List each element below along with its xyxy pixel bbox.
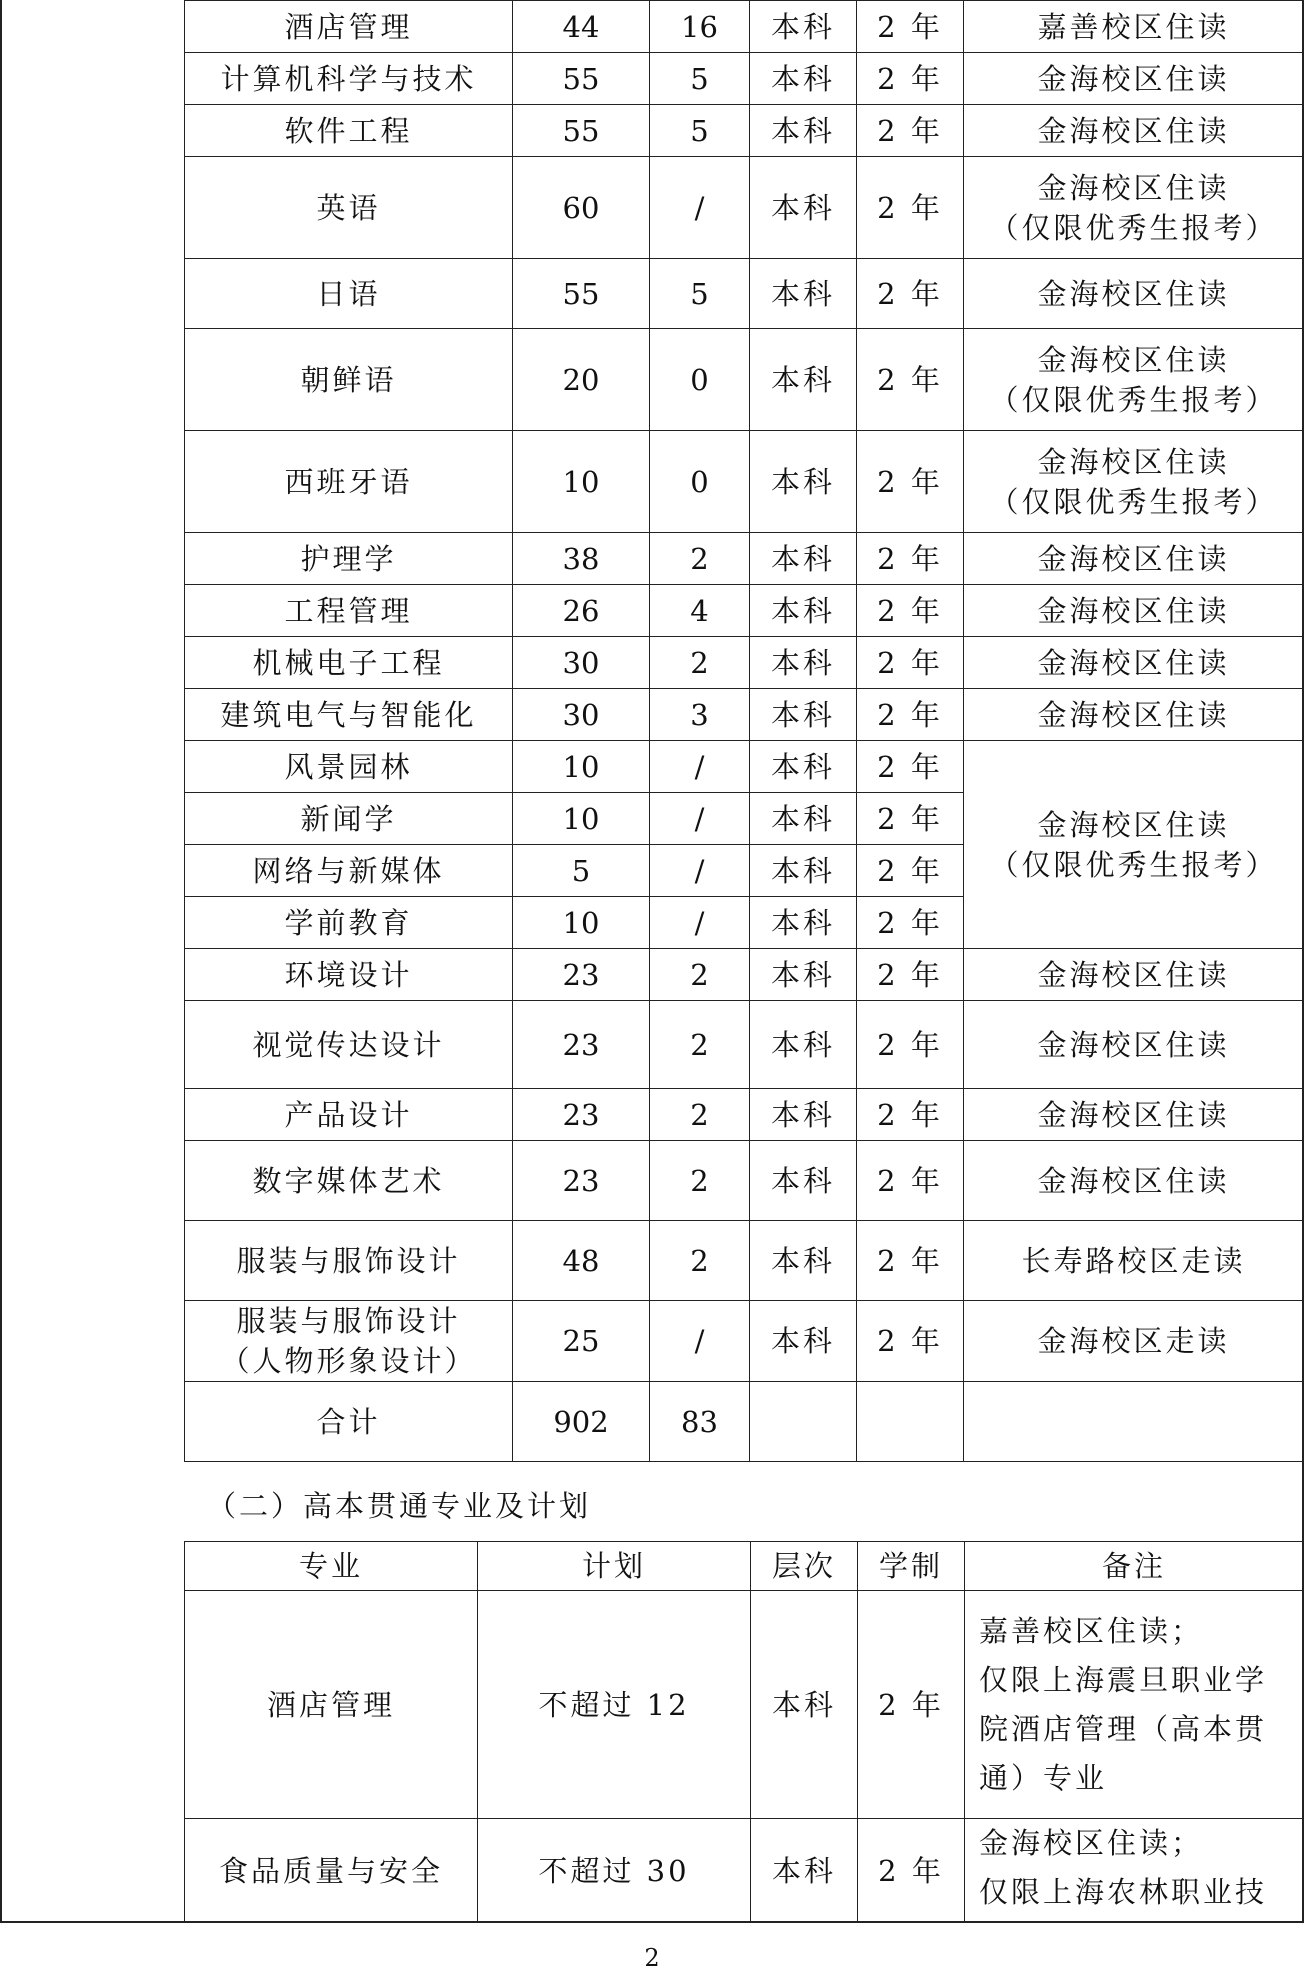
cell-text-line: （仅限优秀生报考） [989, 382, 1278, 417]
cell-level: 本科 [750, 1141, 857, 1221]
cell-major: 风景园林 [185, 741, 513, 793]
cell-major: 西班牙语 [185, 431, 513, 533]
empty-cell [964, 1382, 1304, 1462]
header-plan: 计划 [478, 1542, 751, 1591]
cell-level: 本科 [750, 329, 857, 431]
header-level: 层次 [751, 1542, 858, 1591]
cell-major: 机械电子工程 [185, 637, 513, 689]
cell-remark: 嘉善校区住读 [964, 1, 1304, 53]
cell-major: 工程管理 [185, 585, 513, 637]
cell-level: 本科 [750, 637, 857, 689]
cell-plan: 44 [513, 1, 650, 53]
cell-plan: 20 [513, 329, 650, 431]
table-row [185, 431, 1304, 533]
cell-plan: 25 [513, 1301, 650, 1382]
cell-remark: 金海校区走读 [964, 1301, 1304, 1382]
cell-remark: 金海校区住读 [964, 105, 1304, 157]
cell-extra: 2 [650, 1001, 750, 1089]
cell-extra: / [650, 845, 750, 897]
table-row [185, 533, 1304, 585]
cell-extra: / [650, 793, 750, 845]
cell-extra: 2 [650, 637, 750, 689]
cell-remark: 金海校区住读 [964, 949, 1304, 1001]
cell-duration: 2 年 [857, 259, 964, 329]
cell-major: 食品质量与安全 [185, 1819, 478, 1923]
cell-extra: 3 [650, 689, 750, 741]
cell-remark: 金海校区住读 [964, 1089, 1304, 1141]
cell-level: 本科 [750, 53, 857, 105]
cell-plan: 23 [513, 1141, 650, 1221]
cell-remark-merged [964, 741, 1304, 949]
cell-major: 视觉传达设计 [185, 1001, 513, 1089]
cell-text-line: （仅限优秀生报考） [989, 210, 1278, 245]
cell-duration: 2 年 [857, 1221, 964, 1301]
cell-duration: 2 年 [857, 1141, 964, 1221]
left-margin-rule [0, 0, 2, 1922]
cell-level: 本科 [750, 1089, 857, 1141]
cell-extra: 2 [650, 533, 750, 585]
cell-extra: 16 [650, 1, 750, 53]
section-heading: （二）高本贯通专业及计划 [207, 1489, 592, 1523]
cell-extra: 5 [650, 259, 750, 329]
cell-duration: 2 年 [857, 1301, 964, 1382]
cell-extra: 4 [650, 585, 750, 637]
table-row [185, 741, 1304, 793]
cell-plan: 10 [513, 897, 650, 949]
cell-plan: 38 [513, 533, 650, 585]
cell-level: 本科 [750, 1001, 857, 1089]
cell-duration: 2 年 [857, 157, 964, 259]
cell-duration: 2 年 [858, 1591, 965, 1819]
table-row [185, 259, 1304, 329]
remark-line: 仅限上海农林职业技 [979, 1875, 1268, 1909]
cell-remark [964, 431, 1304, 533]
cell-major: 酒店管理 [185, 1, 513, 53]
cell-level: 本科 [750, 897, 857, 949]
cell-duration: 2 年 [857, 585, 964, 637]
cell-level: 本科 [750, 949, 857, 1001]
cell-level: 本科 [750, 741, 857, 793]
table-row [185, 1001, 1304, 1089]
cell-plan: 55 [513, 259, 650, 329]
cell-plan: 不超过 30 [478, 1819, 751, 1923]
cell-remark: 金海校区住读 [964, 259, 1304, 329]
cell-text-line: 服装与服饰设计 [236, 1304, 461, 1338]
cell-duration: 2 年 [857, 329, 964, 431]
cell-duration: 2 年 [857, 949, 964, 1001]
cell-major: 数字媒体艺术 [185, 1141, 513, 1221]
cell-extra: 2 [650, 1089, 750, 1141]
cell-plan: 30 [513, 637, 650, 689]
cell-level: 本科 [750, 157, 857, 259]
cell-plan: 48 [513, 1221, 650, 1301]
table-row [185, 585, 1304, 637]
cell-level: 本科 [750, 105, 857, 157]
cell-level: 本科 [750, 1, 857, 53]
cell-remark: 金海校区住读 [964, 689, 1304, 741]
cell-remark: 金海校区住读 [964, 1141, 1304, 1221]
cell-extra: 5 [650, 105, 750, 157]
cell-major: 服装与服饰设计 [185, 1221, 513, 1301]
cell-plan: 55 [513, 53, 650, 105]
empty-cell [750, 1382, 857, 1462]
cell-plan: 10 [513, 431, 650, 533]
cell-major: 产品设计 [185, 1089, 513, 1141]
cell-remark [964, 329, 1304, 431]
table-row [185, 1089, 1304, 1141]
remark-line: 嘉善校区住读； [979, 1613, 1204, 1648]
cell-remark [965, 1819, 1304, 1923]
table-header-row [185, 1542, 1304, 1591]
cell-extra: 0 [650, 431, 750, 533]
cell-duration: 2 年 [858, 1819, 965, 1923]
remark-line: 通）专业 [979, 1760, 1108, 1795]
cell-text-line: 金海校区住读 [1037, 342, 1230, 377]
cell-major: 护理学 [185, 533, 513, 585]
table-row [185, 1221, 1304, 1301]
cell-text-line: （仅限优秀生报考） [989, 484, 1278, 519]
cell-text-line: （仅限优秀生报考） [989, 847, 1278, 882]
total-extra: 83 [650, 1382, 750, 1462]
cell-duration: 2 年 [857, 431, 964, 533]
cell-remark: 金海校区住读 [964, 585, 1304, 637]
cell-text-line: 金海校区住读 [1037, 170, 1230, 205]
integrated-program-table [184, 1541, 1304, 1923]
cell-level: 本科 [750, 793, 857, 845]
cell-level: 本科 [750, 689, 857, 741]
cell-remark: 金海校区住读 [964, 53, 1304, 105]
page-number: 2 [644, 1944, 660, 1972]
cell-plan: 23 [513, 1001, 650, 1089]
table-row [185, 157, 1304, 259]
total-row [185, 1382, 1304, 1462]
cell-extra: 5 [650, 53, 750, 105]
cell-extra: / [650, 741, 750, 793]
cell-major: 计算机科学与技术 [185, 53, 513, 105]
cell-major: 环境设计 [185, 949, 513, 1001]
cell-level: 本科 [750, 259, 857, 329]
cell-duration: 2 年 [857, 845, 964, 897]
table-row [185, 1141, 1304, 1221]
cell-level: 本科 [750, 1221, 857, 1301]
remark-line: 金海校区住读； [979, 1826, 1204, 1860]
cell-major: 新闻学 [185, 793, 513, 845]
header-major: 专业 [185, 1542, 478, 1591]
cell-level: 本科 [750, 431, 857, 533]
cell-duration: 2 年 [857, 741, 964, 793]
cell-major: 日语 [185, 259, 513, 329]
cell-duration: 2 年 [857, 105, 964, 157]
cell-remark: 金海校区住读 [964, 637, 1304, 689]
table-row [185, 1301, 1304, 1382]
cell-plan: 10 [513, 741, 650, 793]
cell-extra: / [650, 1301, 750, 1382]
cell-text-line: （人物形象设计） [220, 1344, 477, 1378]
cell-duration: 2 年 [857, 689, 964, 741]
cell-duration: 2 年 [857, 1, 964, 53]
cell-plan: 5 [513, 845, 650, 897]
cell-plan: 不超过 12 [478, 1591, 751, 1819]
table-row [185, 637, 1304, 689]
cell-major: 朝鲜语 [185, 329, 513, 431]
cell-remark [964, 157, 1304, 259]
cell-plan: 60 [513, 157, 650, 259]
cell-extra: / [650, 157, 750, 259]
table-row [185, 105, 1304, 157]
cell-duration: 2 年 [857, 637, 964, 689]
cell-extra: / [650, 897, 750, 949]
cell-text-line: 金海校区住读 [1037, 444, 1230, 479]
cell-level: 本科 [750, 1301, 857, 1382]
table-row [185, 53, 1304, 105]
table-row [185, 689, 1304, 741]
cell-major: 网络与新媒体 [185, 845, 513, 897]
cell-remark: 长寿路校区走读 [964, 1221, 1304, 1301]
cell-level: 本科 [750, 585, 857, 637]
cell-extra: 2 [650, 1141, 750, 1221]
cell-level: 本科 [751, 1819, 858, 1923]
table-row [185, 329, 1304, 431]
cell-duration: 2 年 [857, 533, 964, 585]
table-row [185, 1819, 1304, 1923]
cell-plan: 26 [513, 585, 650, 637]
cell-duration: 2 年 [857, 1001, 964, 1089]
cell-plan: 23 [513, 949, 650, 1001]
cell-remark [965, 1591, 1304, 1819]
header-duration: 学制 [858, 1542, 965, 1591]
cell-remark: 金海校区住读 [964, 1001, 1304, 1089]
empty-cell [857, 1382, 964, 1462]
cell-extra: 2 [650, 949, 750, 1001]
cell-plan: 10 [513, 793, 650, 845]
table-row [185, 1, 1304, 53]
cell-plan: 23 [513, 1089, 650, 1141]
cell-major [185, 1301, 513, 1382]
total-plan: 902 [513, 1382, 650, 1462]
table-row [185, 1591, 1304, 1819]
enrollment-plan-table [184, 0, 1304, 1462]
cell-duration: 2 年 [857, 53, 964, 105]
cell-text-line: 金海校区住读 [1037, 807, 1230, 842]
remark-line: 仅限上海震旦职业学 [979, 1662, 1268, 1697]
cell-level: 本科 [751, 1591, 858, 1819]
remark-line: 院酒店管理（高本贯 [979, 1711, 1268, 1746]
cell-major: 英语 [185, 157, 513, 259]
enrollment-plan-table-body [185, 1, 1304, 1462]
cell-duration: 2 年 [857, 897, 964, 949]
cell-extra: 2 [650, 1221, 750, 1301]
cell-level: 本科 [750, 533, 857, 585]
total-label: 合计 [185, 1382, 513, 1462]
table-row [185, 949, 1304, 1001]
cell-duration: 2 年 [857, 1089, 964, 1141]
cell-plan: 55 [513, 105, 650, 157]
cell-extra: 0 [650, 329, 750, 431]
cell-level: 本科 [750, 845, 857, 897]
cell-major: 软件工程 [185, 105, 513, 157]
cell-remark: 金海校区住读 [964, 533, 1304, 585]
cell-plan: 30 [513, 689, 650, 741]
cell-major: 酒店管理 [185, 1591, 478, 1819]
header-remark: 备注 [965, 1542, 1304, 1591]
cell-major: 学前教育 [185, 897, 513, 949]
cell-major: 建筑电气与智能化 [185, 689, 513, 741]
cell-duration: 2 年 [857, 793, 964, 845]
